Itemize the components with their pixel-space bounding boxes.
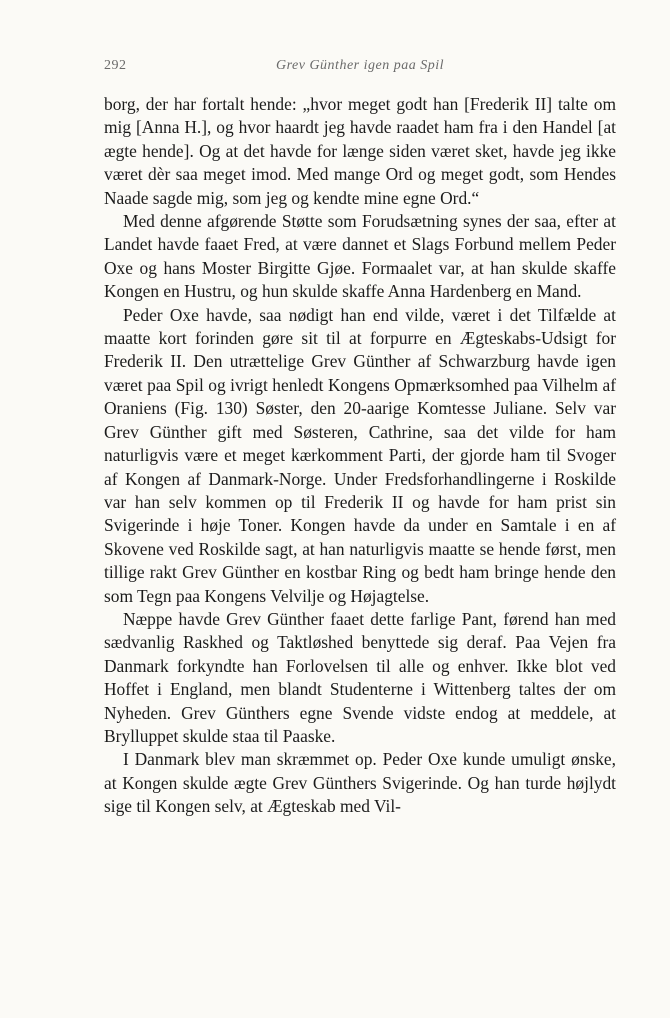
page-header [104,58,616,80]
paragraph: Næppe havde Grev Günther faaet dette farlige Pant, førend han med sædvanlig Raskhed og Taktløshed benyttede sig deraf. Paa Vejen fra Danmark forkyndte han Forlovelsen til alle og enhver. Ikke blot ved Hoffet i England, men blandt Studenterne i Wittenberg taltes der om Nyheden. Grev Günthers egne Svende vidste endog at meddele, at Brylluppet skulde staa til Paaske. [104,608,616,746]
running-title: Grev Günther igen paa Spil [275,58,444,73]
paragraph: I Danmark blev man skræmmet op. Peder Oxe kunde umuligt ønske, at Kongen skulde ægte Grev Günthers Svigerinde. Og han turde højlydt sige til Kongen selv, at Ægteskab med Vil- [104,749,616,817]
paragraph: Med denne afgørende Støtte som Forudsætning synes der saa, efter at Landet havde faaet Fred, at være dannet et Slags Forbund mellem Peder Oxe og hans Moster Birgitte Gjøe. Formaalet var, at han skulde skaffe Kongen en Hustru, og hun skulde skaffe Anna Hardenberg en Mand. [104,211,616,302]
paragraph-continued: borg, der har fortalt hende: „hvor meget godt han [Frederik II] talte om mig [Anna H.], og hvor haardt jeg havde raadet ham fra i den Handel [at ægte hende]. Og at det havde for længe siden været sket, havde jeg ikke været dèr saa meget imod. Med mange Ord og meget godt, som Hendes Naade sagde mig, som jeg og kendte mine egne Ord.“ [104,94,616,208]
body-text [104,93,616,819]
page-number: 292 [104,58,127,73]
paragraph: Peder Oxe havde, saa nødigt han end vilde, været i det Tilfælde at maatte kort forinden gøre sit til at forpurre en Ægteskabs-Udsigt for Frederik II. Den utrættelige Grev Günther af Schwarzburg havde igen været paa Spil og ivrigt henledt Kongens Opmærksomhed paa Vilhelm af Oraniens (Fig. 130) Søster, den 20-aarige Komtesse Juliane. Selv var Grev Günther gift med Søsteren, Cathrine, saa det vilde for ham naturligvis være et meget kærkomment Parti, der gjorde ham til Svoger af Kongen af Danmark-Norge. Under Fredsforhandlingerne i Roskilde var han selv kommen op til Frederik II og havde for ham prist sin Svigerinde i høje Toner. Kongen havde da under en Samtale i en af Skovene ved Roskilde sagt, at han naturligvis maatte se hende først, men tillige rakt Grev Günther en kostbar Ring og bedt ham bringe hende den som Tegn paa Kongens Velvilje og Højagtelse. [104,304,616,606]
book-page [104,58,616,819]
